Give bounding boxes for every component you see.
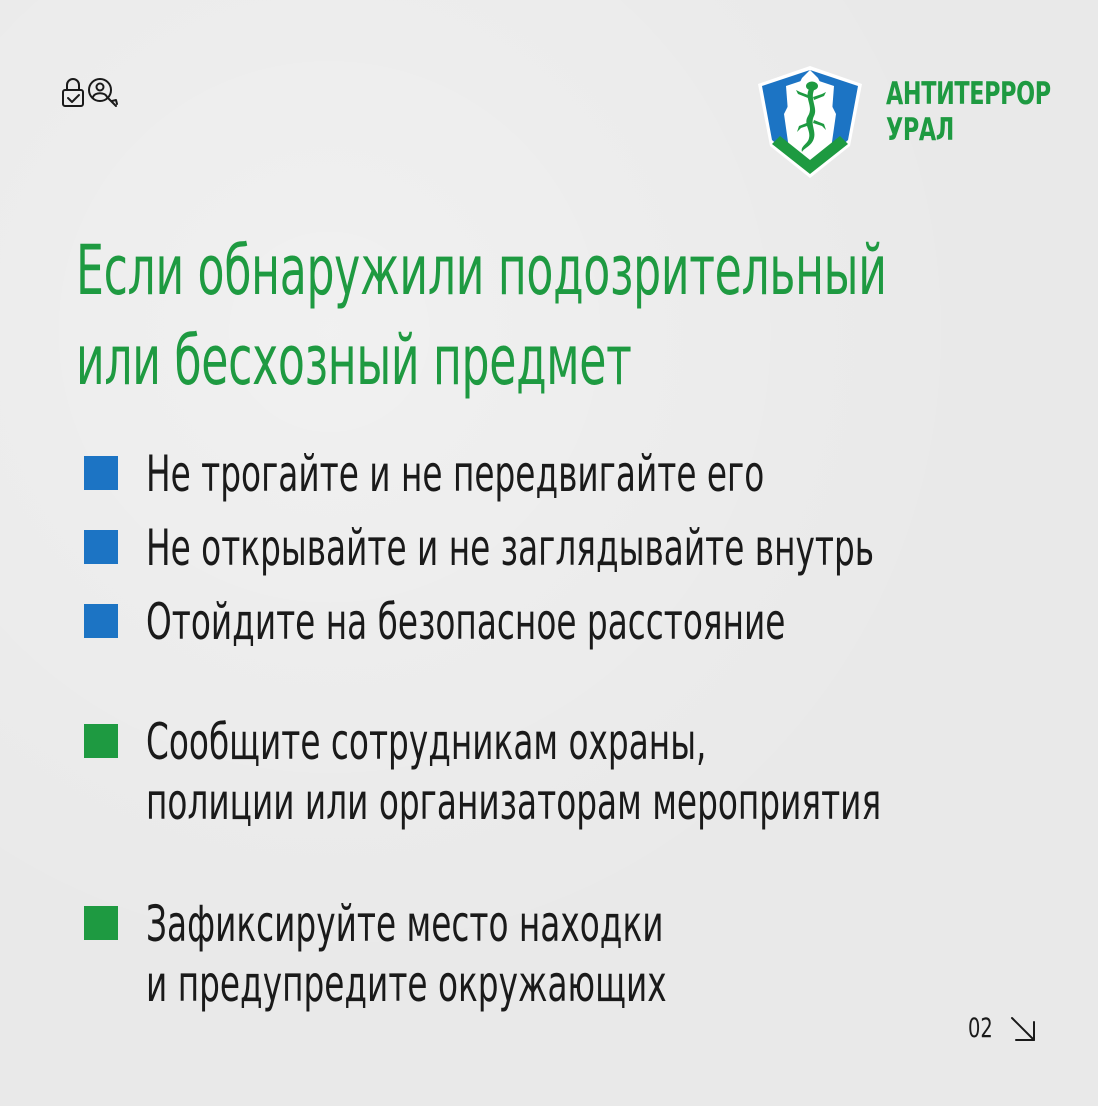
list-item-line: и предупредите окружающих [146, 955, 667, 1013]
page-number [968, 1012, 1038, 1046]
page-title [76, 226, 887, 406]
list-item-line: Отойдите на безопасное расстояние [146, 593, 786, 651]
page-title-line2: или бесхозный предмет [76, 321, 632, 401]
list-item-line: Не трогайте и не передвигайте его [146, 445, 765, 503]
list-item-text [146, 712, 881, 832]
list-item-text [146, 444, 764, 504]
list-item-line: Зафиксируйте место находки [146, 895, 664, 953]
bullet-square-icon [84, 906, 118, 940]
list-item-text [146, 518, 874, 578]
brand-name [886, 76, 1051, 148]
list-item-line: Сообщите сотрудникам охраны, [146, 713, 707, 771]
bullet-square-icon [84, 604, 118, 638]
lock-check-icon [63, 79, 83, 106]
list-item-line: полиции или организаторам мероприятия [146, 773, 882, 831]
header-icons [60, 74, 124, 114]
page-number-label: 02 [968, 1013, 993, 1044]
user-search-icon [89, 79, 117, 106]
brand-logo [754, 64, 1054, 184]
brand-name-line2: УРАЛ [886, 112, 954, 148]
bullet-square-icon [84, 724, 118, 758]
list-item-text [146, 592, 785, 652]
brand-name-line1: АНТИТЕРРОР [886, 76, 1051, 112]
arrow-down-right-icon [1008, 1014, 1038, 1044]
bullet-square-icon [84, 456, 118, 490]
page-title-line1: Если обнаружили подозрительный [76, 231, 887, 311]
lizard-shield-icon [754, 64, 866, 180]
top-icons [60, 74, 124, 114]
list-item-line: Не открывайте и не заглядывайте внутрь [146, 519, 875, 577]
list-item-text [146, 894, 667, 1014]
bullet-square-icon [84, 530, 118, 564]
